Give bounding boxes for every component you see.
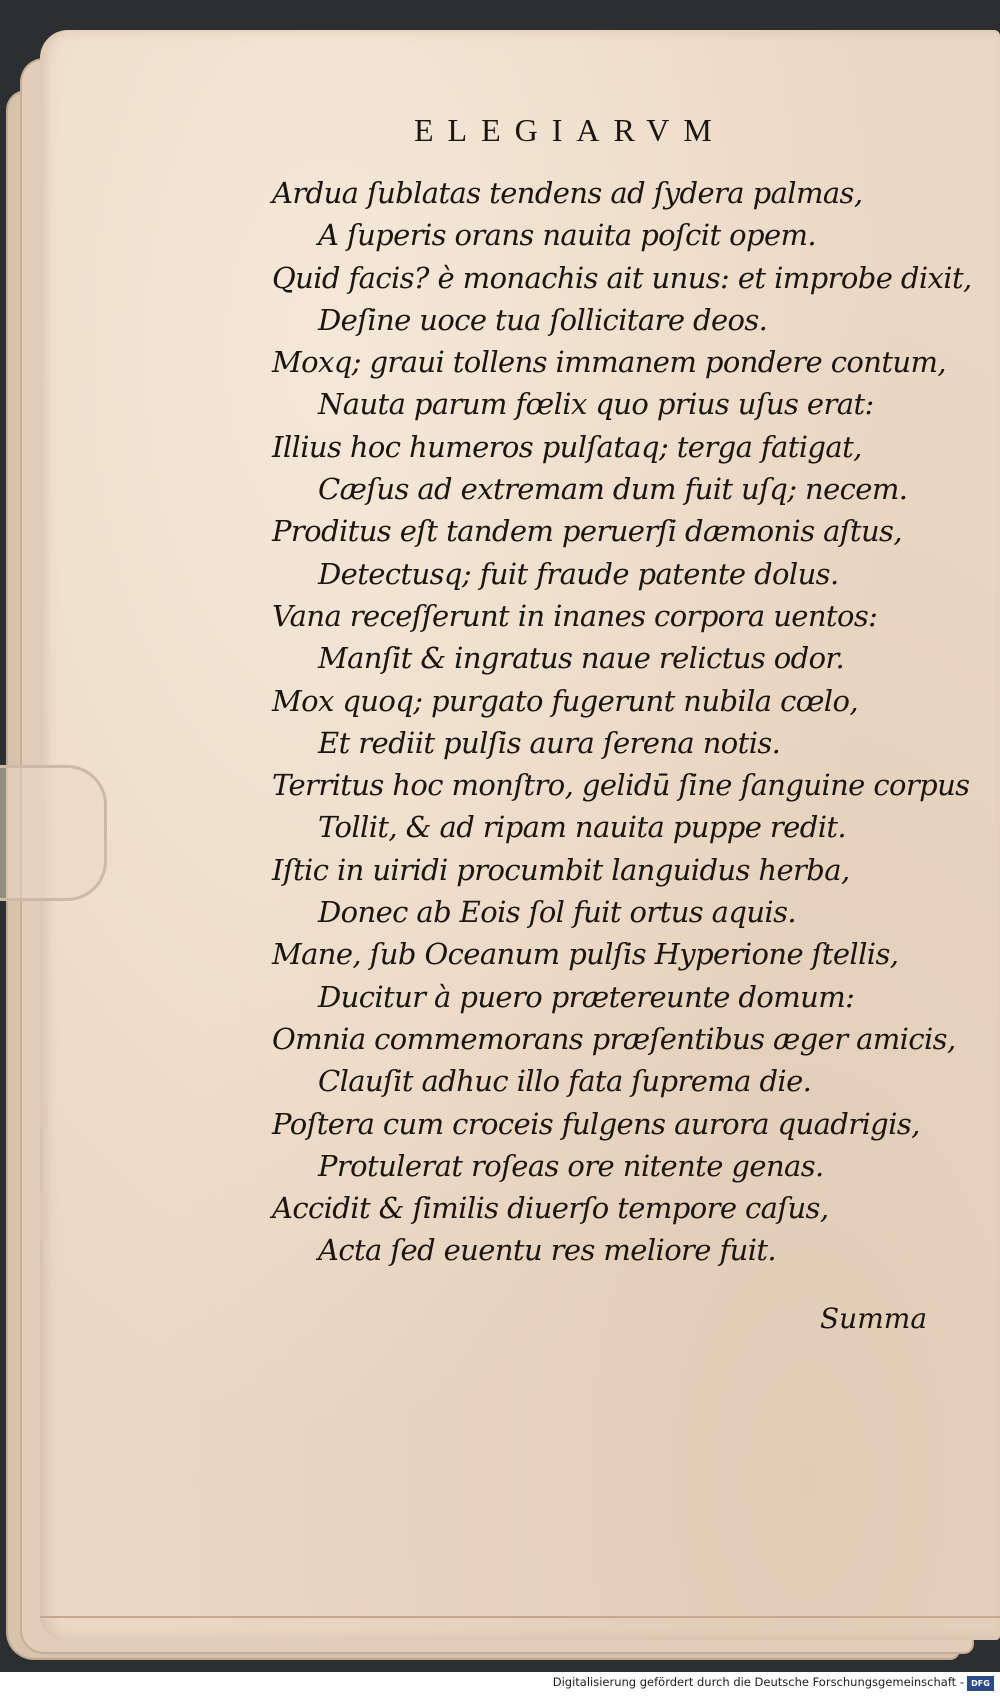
verse-line: Omnia commemorans præſentibus æger amicis, (272, 1021, 956, 1056)
verse-line: Manſit & ingratus naue relictus odor. (318, 641, 845, 676)
verse-line: Ardua ſublatas tendens ad ſydera palmas, (272, 176, 863, 210)
running-head: ELEGIARVM (414, 112, 726, 148)
funding-credit: Digitalisierung gefördert durch die Deutsche Forschungsgemeinschaft - (552, 1675, 964, 1689)
verse-line: Cæſus ad extremam dum fuit uſq; necem. (318, 472, 908, 507)
verse-line: Detectusq; fuit fraude patente dolus. (318, 556, 839, 591)
verse-line: Illius hoc humeros pulſataq; terga fatigat, (272, 429, 862, 464)
verse-line: Vana receſſerunt in inanes corpora uentos: (272, 598, 878, 633)
catchword: Summa (820, 1302, 928, 1335)
verse-line: Ducitur à puero prætereunte domum: (318, 979, 855, 1014)
verse-line: Nauta parum fœlix quo prius uſus erat: (318, 387, 874, 422)
page-clip (0, 765, 107, 901)
verse-line: Et rediit pulſis aura ſerena notis. (318, 725, 781, 760)
verse-line: Mane, ſub Oceanum pulſis Hyperione ſtellis, (272, 937, 899, 972)
verse-line: Proditus eſt tandem peruerſi dæmonis aſtus, (272, 514, 902, 549)
verse-line: Deſine uoce tua ſollicitare deos. (318, 302, 768, 337)
verse-line: Moxq; graui tollens immanem pondere contum, (272, 345, 946, 380)
verse-line: Acta ſed euentu res meliore fuit. (318, 1233, 777, 1268)
verse-line: Iſtic in uiridi procumbit languidus herba, (272, 852, 850, 887)
verse-line: Protulerat roſeas ore nitente genas. (318, 1148, 824, 1183)
verse-line: Accidit & ſimilis diuerſo tempore caſus, (272, 1191, 829, 1226)
verse-line: Mox quoq; purgato fugerunt nubila cœlo, (272, 683, 858, 718)
verse-line: Tollit, & ad ripam nauita puppe redit. (318, 810, 847, 845)
verse-line: Donec ab Eois ſol fuit ortus aquis. (318, 895, 796, 930)
page-edge-line (40, 1616, 1000, 1618)
footer-bar (0, 1672, 1000, 1696)
dfg-logo: DFG (967, 1676, 994, 1691)
verse-line: Clauſit adhuc illo fata ſuprema die. (318, 1064, 812, 1099)
verse-line: Territus hoc monſtro, gelidū ſine ſanguine corpus (272, 768, 970, 803)
verse-line: Poſtera cum croceis fulgens aurora quadrigis, (272, 1106, 920, 1141)
verse-list (272, 172, 972, 1272)
verse-line: Quid facis? è monachis ait unus: et improbe dixit, (272, 260, 972, 295)
verse-line: A ſuperis orans nauita poſcit opem. (318, 218, 817, 253)
